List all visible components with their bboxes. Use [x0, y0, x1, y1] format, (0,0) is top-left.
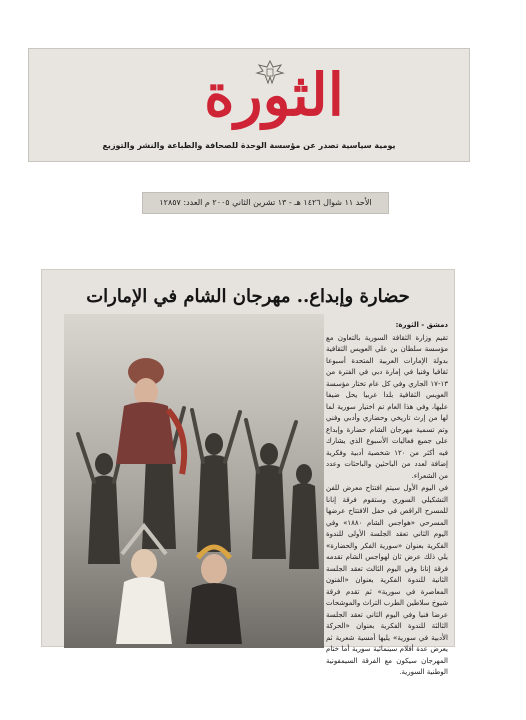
- article-paragraph: في اليوم الأول سيتم افتتاح معرض للفن التشكيلي السوري وستقوم فرقة إنانا للمسرح الراقص في حفل الافتتاح عرضها المسرحي «هواجس الشام ١٨٨٠» وفي اليوم الثاني تعقد الجلسة الأولى للندوة الفكرية بعنوان «سورية الفكر والحضارة» يلي ذلك عرض ثان لهواجس الشام تقدمه فرقة إنانا وفي اليوم الثالث تعقد الجلسة الثانية للندوة الفكرية بعنوان «الفنون المعاصرة في سورية» ثم تقدم فرقة شيوخ سلاطين الطرب التراث والموشحات عرضا فنيا وفي اليوم الثاني تعقد الجلسة الثالثة للندوة الفكرية بعنوان «الحركة الأدبية في سورية» يليها أمسية شعرية ثم يعرض عدة أفلام سينمائية سورية أما ختام المهرجان سيكون مع الفرقة السيمفونية الوطنية السورية.: [326, 484, 448, 676]
- article-byline: دمشق - الثورة:: [395, 321, 448, 329]
- issue-dateline: الأحد ١١ شوال ١٤٢٦ هـ - ١٣ تشرين الثاني ٢٠٠٥ م العدد: ١٢٨٥٧: [142, 192, 389, 214]
- article-paragraph: تقيم وزارة الثقافة السورية بالتعاون مع مؤسسة سلطان بن علي العويس الثقافية بدولة الإمارات العربية المتحدة أسبوعا ثقافيا وفنيا في إمارة دبي في الفترة من ١٣-١٧ الجاري وفي كل عام تختار مؤسسة العويس الثقافية بلدا عربيا يحل ضيفا عليها، وفي هذا العام تم اختيار سورية لما لها من إرث تاريخي وحضاري وأدبي وفني وتم تسمية مهرجان الشام حضارة وإبداع على جميع فعاليات الأسبوع الذي يشارك فيه أكثر من ١٢٠ شخصية أدبية وفكرية إضافة لعدد من الباحثين والباحثات وعدد من الشعراء.: [326, 333, 448, 480]
- news-article: [41, 269, 455, 676]
- newspaper-masthead: [28, 48, 470, 162]
- article-body: [326, 320, 448, 676]
- dance-troupe-photo: [64, 314, 324, 648]
- dance-photo-illustration: [64, 314, 324, 648]
- newspaper-tagline: يومية سياسية تصدر عن مؤسسة الوحدة للصحافة والطباعة والنشر والتوزيع: [102, 141, 396, 150]
- newspaper-name: الثورة: [204, 61, 344, 129]
- article-headline: حضارة وإبداع.. مهرجان الشام في الإمارات: [86, 286, 410, 307]
